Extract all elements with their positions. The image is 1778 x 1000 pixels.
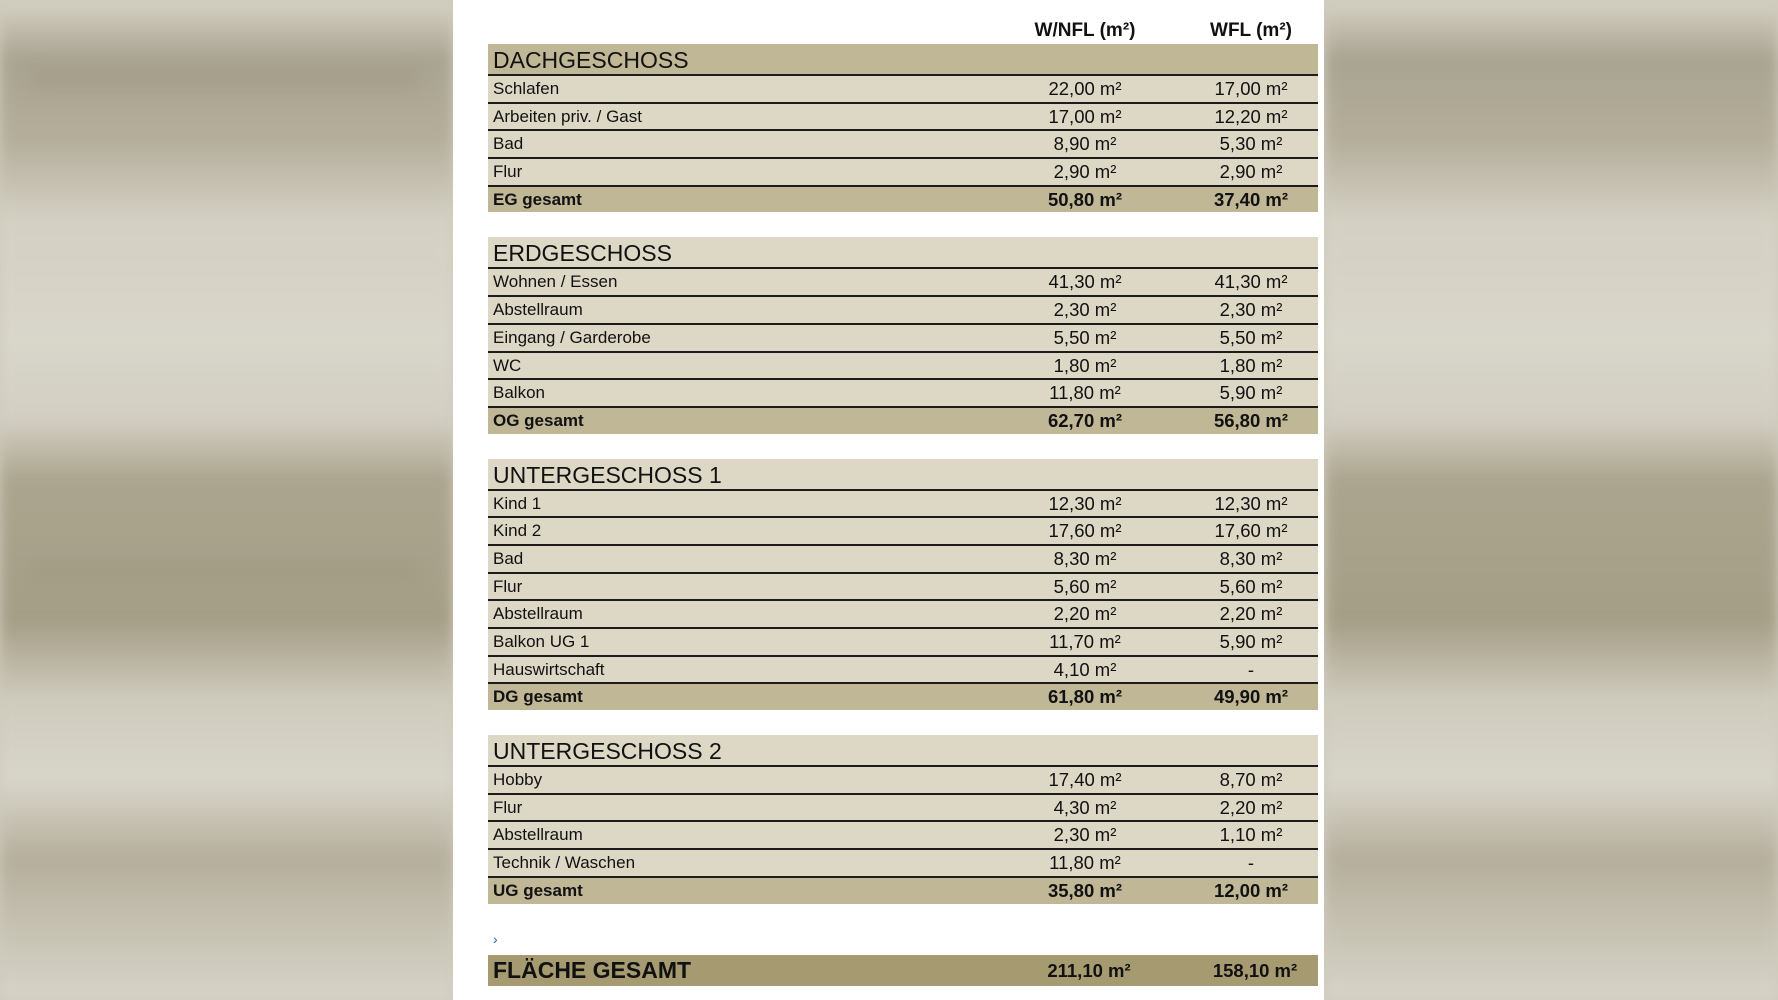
background-left (0, 0, 453, 1000)
grand-total-row (488, 955, 1318, 986)
row-nfl-value: 1,80 m² (1053, 354, 1117, 376)
row-nfl-value: 35,80 m² (1047, 879, 1123, 901)
row-wfl-value: 1,10 m² (1219, 824, 1283, 846)
table-row (488, 657, 1318, 685)
row-label: Hauswirtschaft (493, 659, 605, 679)
table-row (488, 159, 1318, 187)
list-marker (488, 929, 1318, 955)
row-wfl-value: 2,30 m² (1219, 299, 1283, 321)
section-title: ERDGESCHOSS (488, 237, 1318, 269)
row-nfl-value: 2,20 m² (1053, 603, 1117, 625)
row-label: Abstellraum (493, 825, 583, 845)
table-row (488, 491, 1318, 519)
row-label: Eingang / Garderobe (493, 327, 651, 347)
grand-total-wfl: 158,10 m² (1212, 959, 1298, 981)
section-title: UNTERGESCHOSS 2 (488, 735, 1318, 767)
row-nfl-value: 8,30 m² (1053, 547, 1117, 569)
column-header-wfl: WFL (m²) (1210, 20, 1292, 41)
row-wfl-value: 49,90 m² (1213, 686, 1289, 708)
row-wfl-value: 12,30 m² (1214, 492, 1288, 514)
row-label: OG gesamt (493, 410, 584, 430)
section (488, 735, 1318, 903)
row-label: Abstellraum (493, 604, 583, 624)
row-label: Technik / Waschen (493, 853, 636, 873)
row-label: Balkon UG 1 (493, 632, 590, 651)
row-label: Kind 1 (493, 493, 542, 513)
row-label: DG gesamt (493, 687, 583, 707)
row-nfl-value: 17,00 m² (1048, 105, 1122, 127)
row-nfl-value: 61,80 m² (1047, 686, 1123, 708)
row-label: Flur (493, 162, 523, 182)
table-row (488, 546, 1318, 574)
row-nfl-value: 2,90 m² (1053, 161, 1117, 183)
row-nfl-value: 50,80 m² (1047, 188, 1123, 210)
table-row (488, 795, 1318, 823)
row-wfl-value: 17,00 m² (1214, 78, 1288, 99)
section-title: DACHGESCHOSS (488, 44, 1318, 76)
table-row (488, 629, 1318, 657)
row-wfl-value: 12,20 m² (1214, 105, 1288, 127)
grand-total-label: FLÄCHE GESAMT (493, 956, 692, 983)
table-row (488, 104, 1318, 132)
subtotal-row (488, 684, 1318, 710)
row-wfl-value: 17,60 m² (1214, 520, 1288, 542)
row-wfl-value: 8,70 m² (1219, 769, 1283, 791)
row-nfl-value: 41,30 m² (1048, 271, 1122, 293)
section-title: UNTERGESCHOSS 1 (488, 459, 1318, 491)
row-nfl-value: 5,50 m² (1053, 326, 1117, 348)
row-wfl-value: 2,90 m² (1219, 161, 1283, 183)
table-row (488, 76, 1318, 104)
subtotal-row (488, 187, 1318, 213)
area-table (488, 10, 1318, 986)
row-wfl-value: 37,40 m² (1213, 188, 1289, 210)
row-label: Schlafen (493, 79, 560, 98)
row-nfl-value: 62,70 m² (1047, 409, 1123, 431)
row-nfl-value: 11,80 m² (1049, 382, 1121, 404)
row-wfl-value: 56,80 m² (1213, 409, 1289, 431)
row-wfl-value: 2,20 m² (1219, 603, 1283, 625)
row-nfl-value: 11,70 m² (1049, 631, 1121, 652)
row-nfl-value: 2,30 m² (1053, 824, 1117, 846)
row-wfl-value: 1,80 m² (1219, 354, 1283, 376)
row-nfl-value: 12,30 m² (1048, 492, 1122, 514)
sections (488, 44, 1318, 904)
table-row (488, 353, 1318, 381)
table-row (488, 380, 1318, 408)
row-label: Wohnen / Essen (493, 272, 618, 292)
row-label: Kind 2 (493, 521, 542, 541)
marker-glyph: › (493, 930, 498, 947)
row-nfl-value: 4,30 m² (1053, 796, 1117, 818)
row-nfl-value: 2,30 m² (1053, 299, 1117, 321)
row-label: Balkon (493, 383, 545, 403)
row-wfl-value: 5,50 m² (1219, 326, 1283, 348)
row-label: Bad (493, 548, 524, 568)
row-wfl-value: 8,30 m² (1219, 547, 1283, 569)
row-label: Abstellraum (493, 300, 583, 320)
table-row (488, 518, 1318, 546)
row-nfl-value: 11,80 m² (1049, 852, 1121, 874)
table-row (488, 325, 1318, 353)
table-row (488, 131, 1318, 159)
background-right (1325, 0, 1778, 1000)
row-nfl-value: 5,60 m² (1053, 575, 1117, 597)
subtotal-row (488, 878, 1318, 904)
row-wfl-value: 5,90 m² (1219, 382, 1283, 404)
row-wfl-value: 5,90 m² (1219, 631, 1283, 652)
row-wfl-value: - (1247, 658, 1255, 680)
column-header-nfl: W/NFL (m²) (1034, 20, 1136, 41)
grand-total-nfl: 211,10 m² (1047, 959, 1131, 981)
row-label: UG gesamt (493, 880, 583, 900)
background-blur (30, 560, 420, 580)
row-label: Arbeiten priv. / Gast (493, 106, 642, 126)
row-wfl-value: 41,30 m² (1214, 271, 1288, 293)
row-label: Flur (493, 797, 523, 817)
row-label: Bad (493, 134, 524, 154)
row-label: Flur (493, 576, 523, 596)
row-nfl-value: 17,40 m² (1048, 769, 1122, 791)
row-nfl-value: 22,00 m² (1048, 78, 1122, 99)
section (488, 44, 1318, 212)
row-nfl-value: 8,90 m² (1053, 133, 1117, 155)
background-blur (30, 70, 420, 90)
table-row (488, 822, 1318, 850)
section (488, 459, 1318, 711)
column-header-row (488, 10, 1318, 44)
row-wfl-value: 2,20 m² (1219, 796, 1283, 818)
subtotal-row (488, 408, 1318, 434)
row-wfl-value: - (1247, 852, 1255, 874)
row-nfl-value: 4,10 m² (1053, 658, 1117, 680)
table-row (488, 269, 1318, 297)
row-label: Hobby (493, 770, 543, 790)
table-row (488, 297, 1318, 325)
table-row (488, 574, 1318, 602)
section (488, 237, 1318, 433)
row-wfl-value: 5,30 m² (1219, 133, 1283, 155)
row-nfl-value: 17,60 m² (1048, 520, 1122, 542)
row-label: WC (493, 355, 522, 375)
table-row (488, 601, 1318, 629)
area-table-sheet (453, 0, 1324, 1000)
row-wfl-value: 12,00 m² (1213, 879, 1289, 901)
table-row (488, 850, 1318, 878)
row-wfl-value: 5,60 m² (1219, 575, 1283, 597)
row-label: EG gesamt (493, 189, 582, 209)
table-row (488, 767, 1318, 795)
